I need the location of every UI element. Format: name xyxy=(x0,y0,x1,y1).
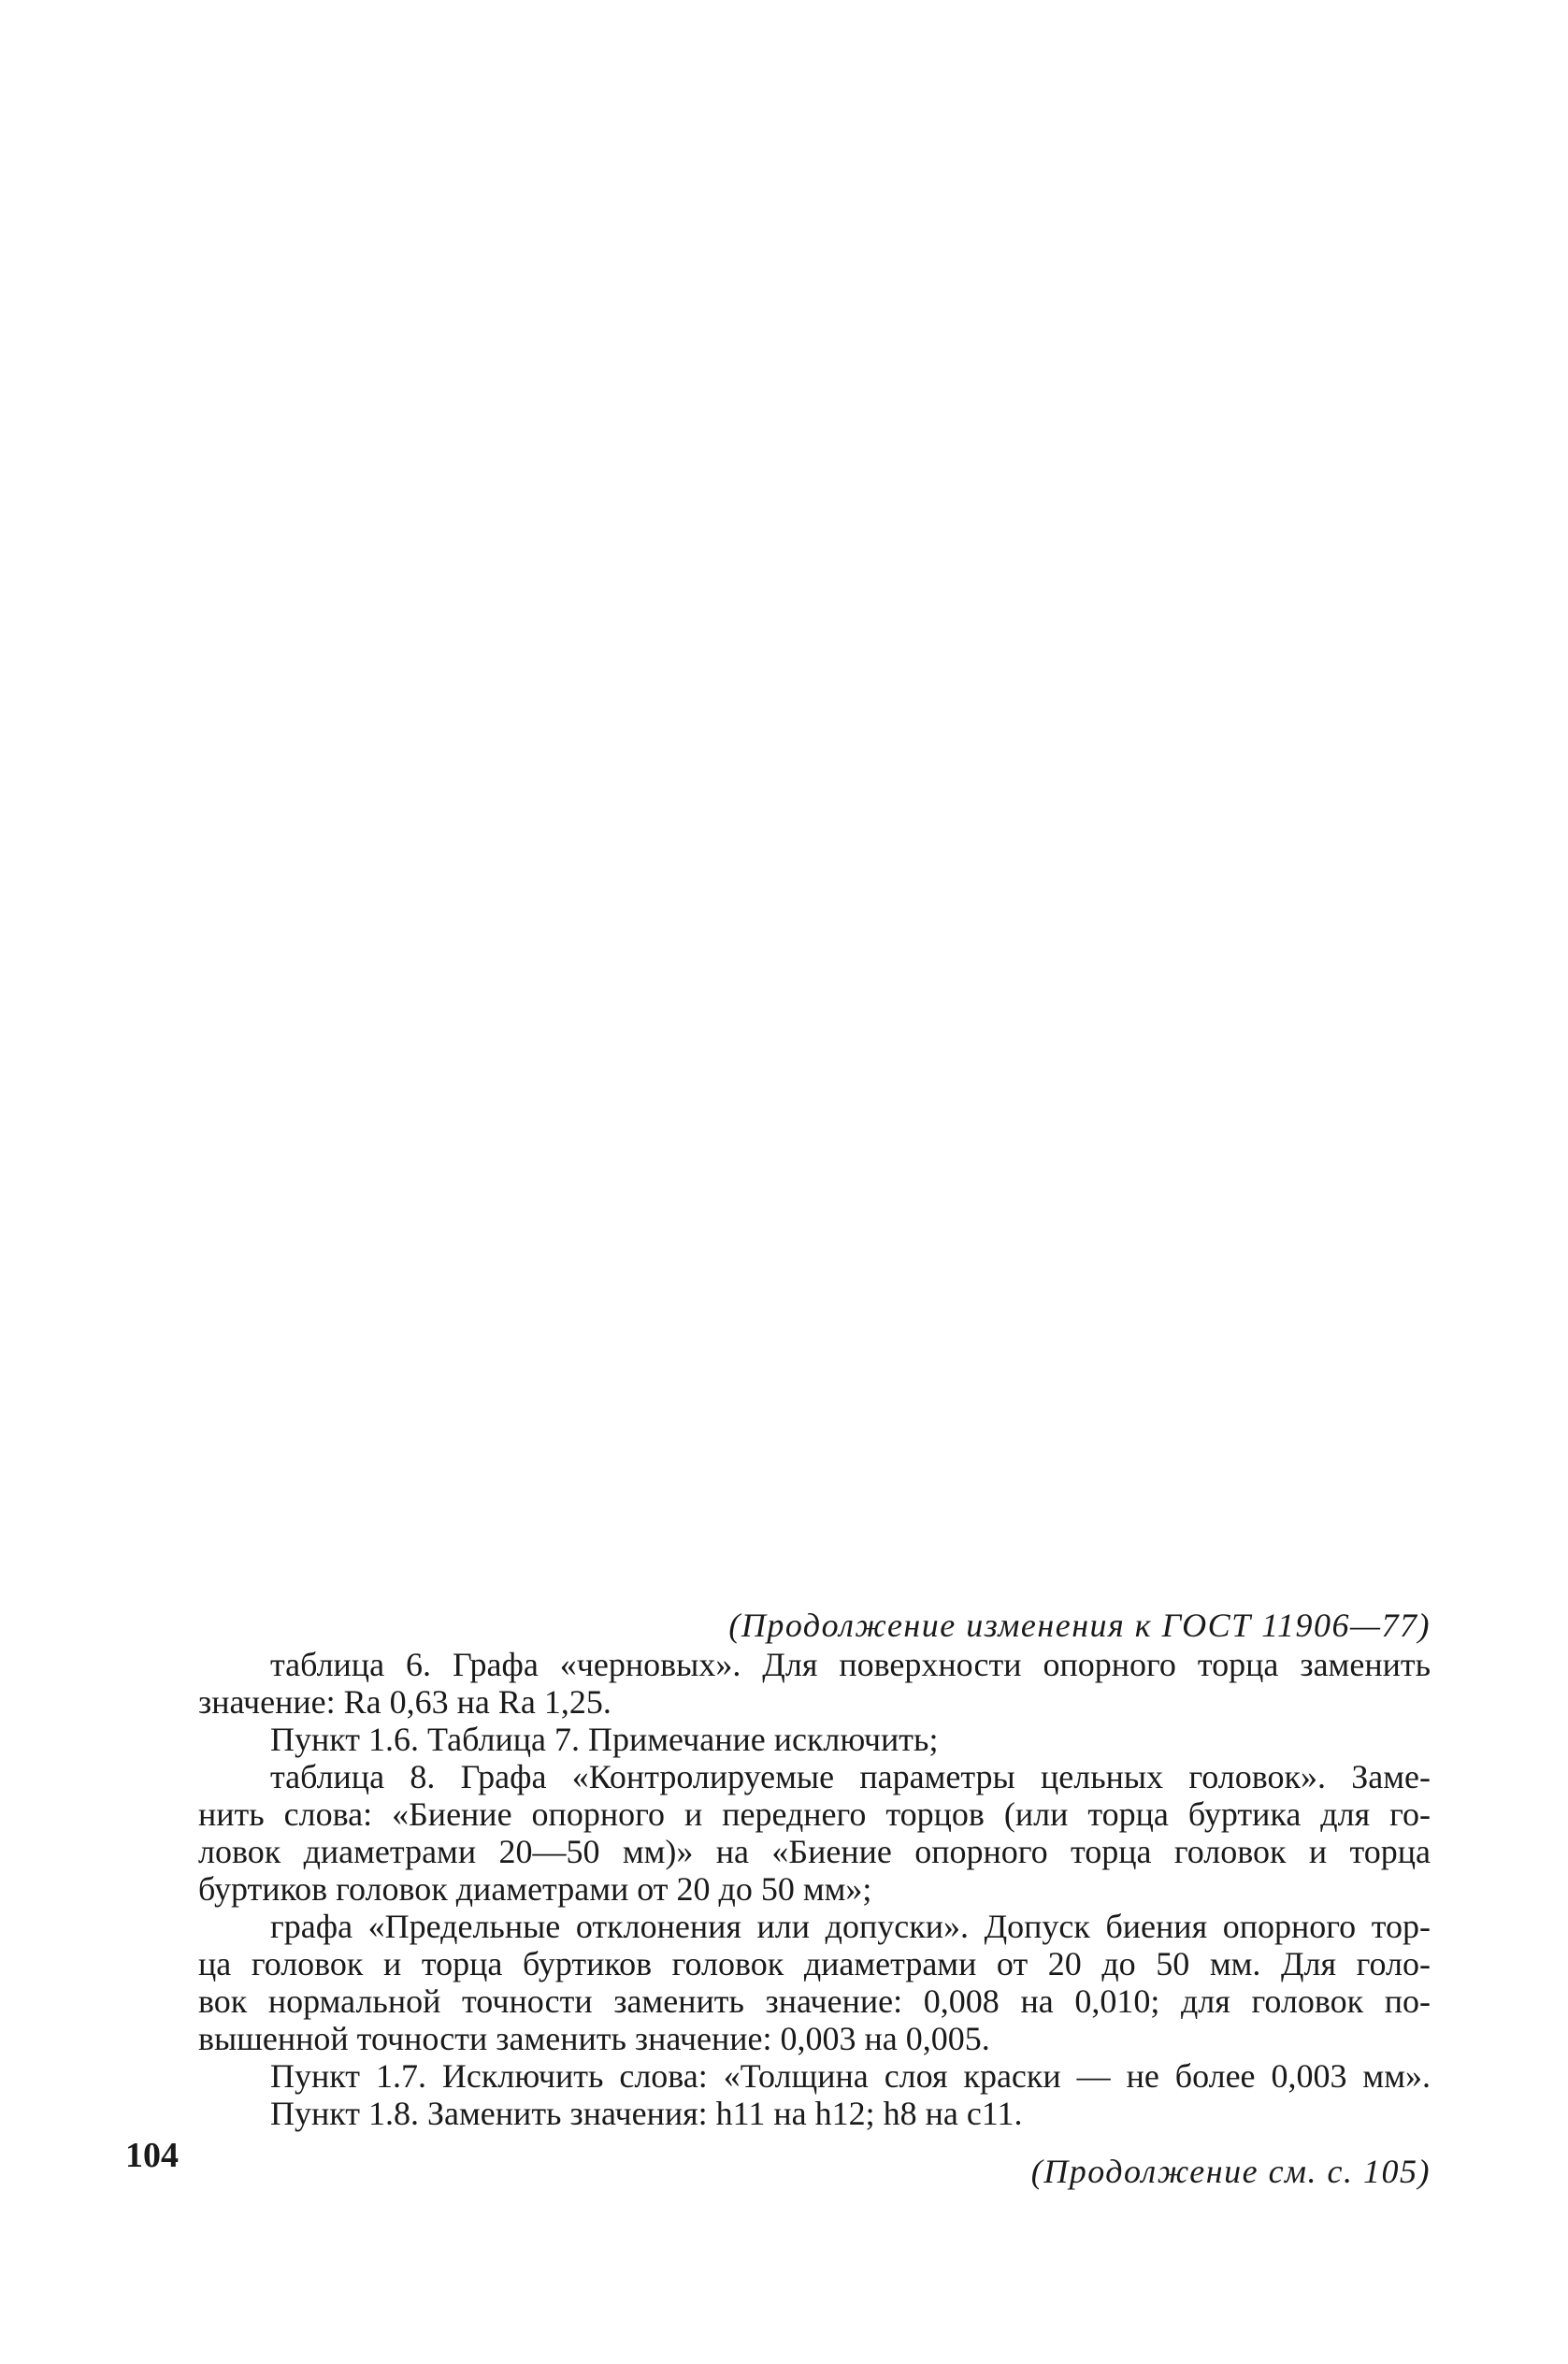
text-line: вок нормальной точности заменить значение: 0,008 на 0,010; для головок по- xyxy=(198,1982,1431,2020)
text-line: графа «Предельные отклонения или допуски». Допуск биения опорного тор- xyxy=(270,1908,1431,1945)
text-line: вышенной точности заменить значение: 0,003 на 0,005. xyxy=(198,2020,990,2057)
text-line: ца головок и торца буртиков головок диаметрами от 20 до 50 мм. Для голо- xyxy=(198,1945,1431,1982)
text-line: Пункт 1.7. Исключить слова: «Толщина слоя краски — не более 0,003 мм». xyxy=(270,2057,1431,2095)
text-line: Пункт 1.6. Таблица 7. Примечание исключить; xyxy=(270,1721,939,1758)
text-line: таблица 6. Графа «черновых». Для поверхности опорного торца заменить xyxy=(270,1646,1431,1683)
page-number: 104 xyxy=(125,2136,179,2175)
text-line: буртиков головок диаметрами от 20 до 50 мм»; xyxy=(198,1870,872,1908)
text-line: нить слова: «Биение опорного и переднего торцов (или торца буртика для го- xyxy=(198,1795,1431,1833)
text-line: таблица 8. Графа «Контролируемые параметры цельных головок». Заме- xyxy=(270,1758,1431,1795)
text-line: значение: Ra 0,63 на Ra 1,25. xyxy=(198,1683,611,1721)
amendment-text xyxy=(198,1646,1431,2132)
continuation-header: (Продолжение изменения к ГОСТ 11906—77) xyxy=(728,1607,1431,1644)
text-line: ловок диаметрами 20—50 мм)» на «Биение опорного торца головок и торца xyxy=(198,1833,1431,1870)
text-line: Пункт 1.8. Заменить значения: h11 на h12; h8 на c11. xyxy=(270,2095,1023,2132)
document-body xyxy=(198,1607,1431,2190)
continuation-footer: (Продолжение см. с. 105) xyxy=(1030,2153,1431,2190)
